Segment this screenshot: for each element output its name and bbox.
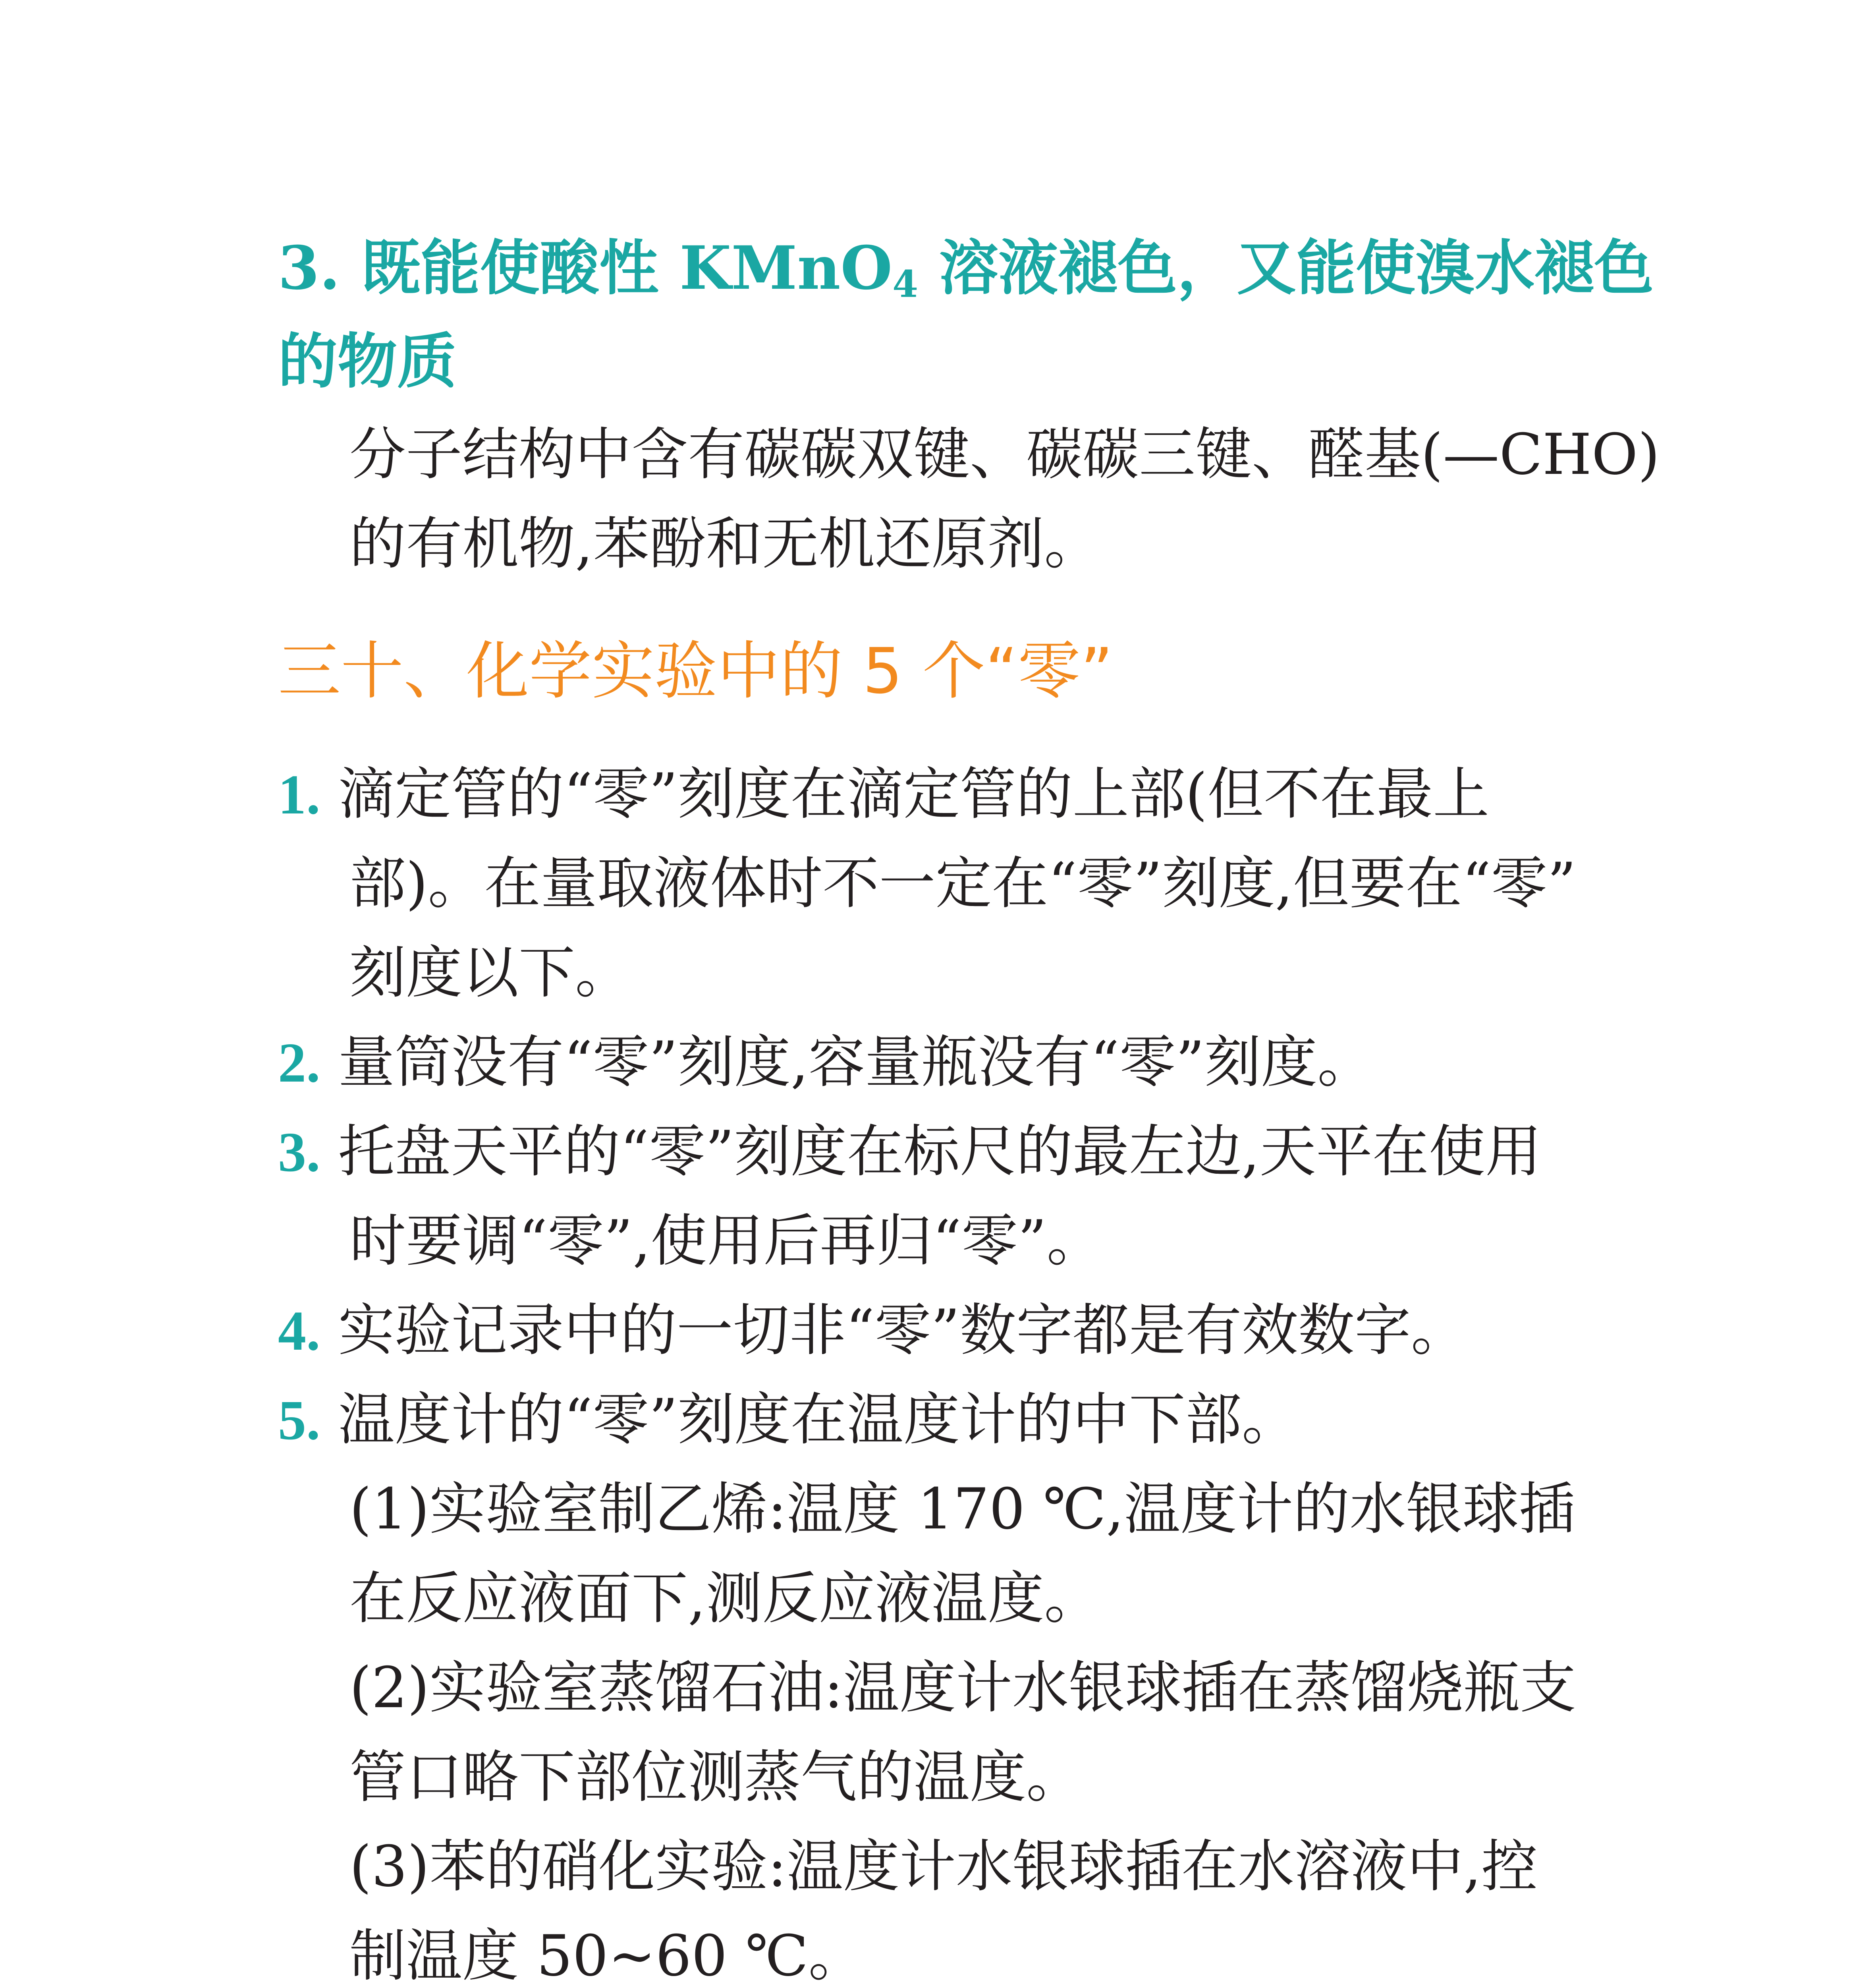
item-30-1-line3: 刻度以下。 [349,940,631,1006]
sub-item-2-line1: (2)实验室蒸馏石油:温度计水银球插在蒸馏烧瓶支 [349,1655,1576,1721]
sub-item-3-line1: (3)苯的硝化实验:温度计水银球插在水溶液中,控 [349,1834,1538,1899]
item-30-2: 2. 量筒没有“零”刻度,容量瓶没有“零”刻度。 [278,1030,1374,1095]
heading-30: 三十、化学实验中的 5 个“零” [278,635,1113,708]
section-3-body-line2: 的有机物,苯酚和无机还原剂。 [349,511,1101,577]
sub-item-2-line2: 管口略下部位测蒸气的温度。 [349,1745,1083,1810]
item-30-3-line1: 3. 托盘天平的“零”刻度在标尺的最左边,天平在使用 [278,1119,1542,1184]
section-3-title-line2: 的物质 [278,326,457,396]
item-30-3-line2: 时要调“零”,使用后再归“零”。 [349,1208,1103,1274]
sub-item-3-line2: 制温度 50~60 ℃。 [349,1923,865,1986]
sub-item-1-line1: (1)实验室制乙烯:温度 170 ℃,温度计的水银球插 [349,1476,1575,1542]
section-3-title-line1: 3. 既能使酸性 KMnO$_4$ 溶液褪色，又能使溴水褪色 [278,233,1654,306]
item-30-4: 4. 实验记录中的一切非“零”数字都是有效数字。 [278,1298,1467,1363]
item-30-1-line1: 1. 滴定管的“零”刻度在滴定管的上部(但不在最上 [278,761,1490,827]
section-3-number: 3. [278,233,340,303]
item-30-5: 5. 温度计的“零”刻度在温度计的中下部。 [278,1387,1298,1453]
item-30-1-line2: 部)。在量取液体时不一定在“零”刻度,但要在“零” [349,851,1576,916]
sub-item-1-line2: 在反应液面下,测反应液温度。 [349,1566,1101,1631]
section-3-body-line1: 分子结构中含有碳碳双键、碳碳三键、醛基(—CHO) [349,422,1660,487]
